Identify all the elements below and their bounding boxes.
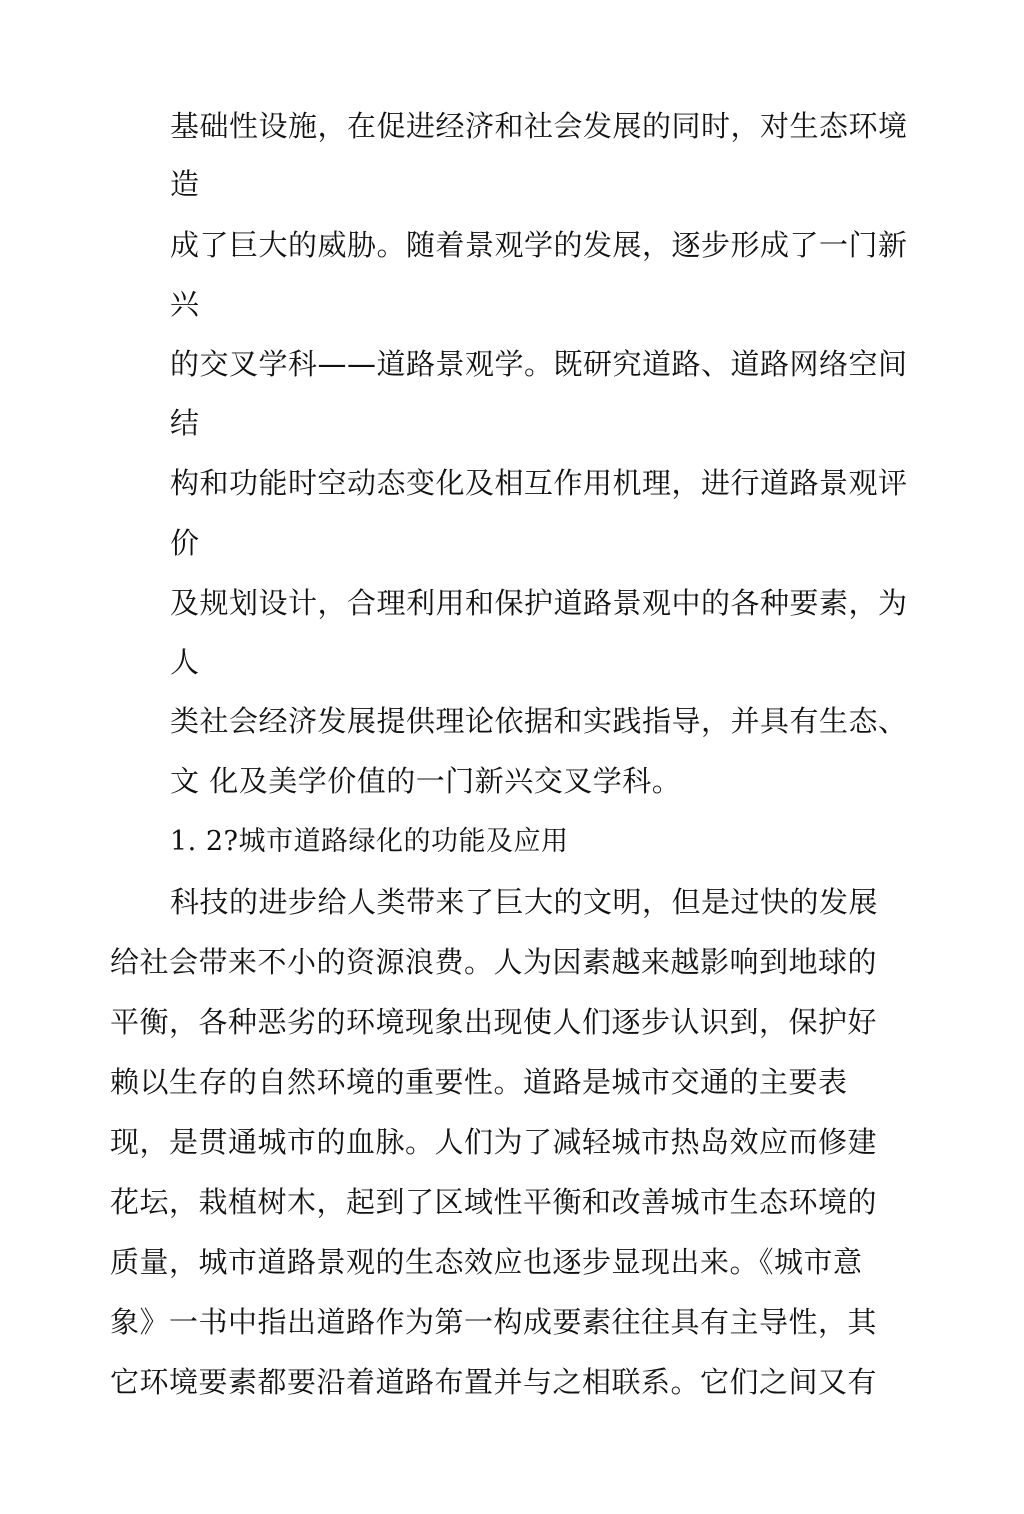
text-line: 结 [170,406,200,440]
text-line: 赖以生存的自然环境的重要性。道路是城市交通的主要表 [110,1065,848,1099]
text-line: 质量，城市道路景观的生态效应也逐步显现出来。《城市意 [110,1245,863,1279]
text-line: 价 [170,526,200,560]
text-line: 成了巨大的威胁。随着景观学的发展，逐步形成了一门新 [170,228,908,262]
text-line: 兴 [170,287,200,321]
text-line: 它环境要素都要沿着道路布置并与之相联系。它们之间又有 [110,1365,878,1399]
text-line: 人 [170,645,200,679]
text-line: 的交叉学科——道路景观学。既研究道路、道路网络空间 [170,347,908,381]
text-line: 文 化及美学价值的一门新兴交叉学科。 [170,764,682,798]
text-line: 平衡，各种恶劣的环境现象出现使人们逐步认识到，保护好 [110,1005,878,1039]
text-line: 基础性设施，在促进经济和社会发展的同时，对生态环境 [170,109,908,143]
paragraph-first-line: 科技的进步给人类带来了巨大的文明，但是过快的发展 [170,885,879,919]
text-line: 构和功能时空动态变化及相互作用机理，进行道路景观评 [170,466,908,500]
text-line: 造 [170,167,200,201]
text-line: 及规划设计，合理利用和保护道路景观中的各种要素，为 [170,586,908,620]
text-line: 类社会经济发展提供理论依据和实践指导，并具有生态、 [170,704,908,738]
section-heading: 1. 2?城市道路绿化的功能及应用 [170,826,569,857]
text-line: 现，是贯通城市的血脉。人们为了减轻城市热岛效应而修建 [110,1125,878,1159]
text-line: 象》一书中指出道路作为第一构成要素往往具有主导性，其 [110,1305,878,1339]
text-line: 花坛，栽植树木，起到了区域性平衡和改善城市生态环境的 [110,1185,878,1219]
text-line: 给社会带来不小的资源浪费。人为因素越来越影响到地球的 [110,945,878,979]
